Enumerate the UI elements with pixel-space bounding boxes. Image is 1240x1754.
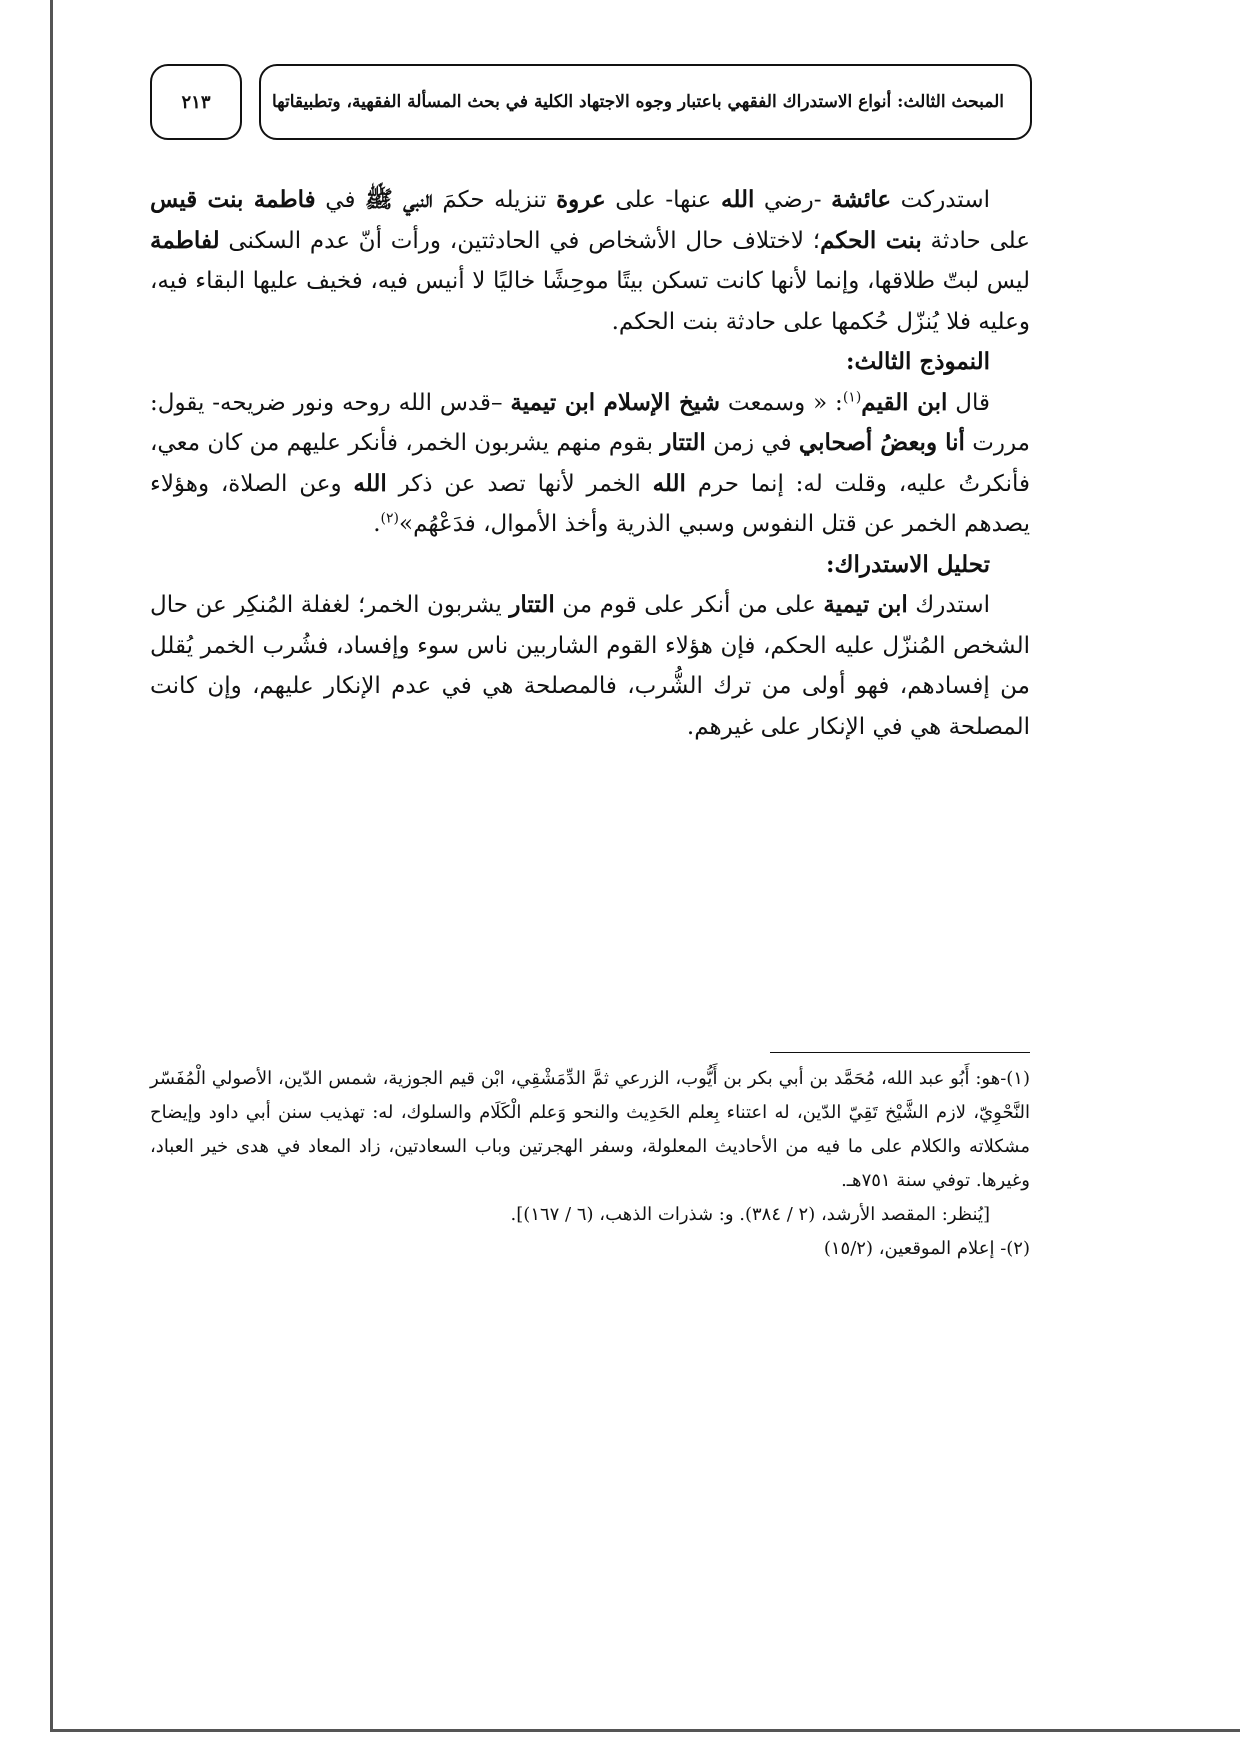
header-title-text: المبحث الثالث: أنواع الاستدراك الفقهي باعتبار وجوه الاجتهاد الكلية في بحث المسألة الفقهية، وتطبيقاتها	[271, 92, 1004, 112]
page-number: ٢١٣	[181, 91, 211, 113]
paragraph-analysis: استدرك ابن تيمية على من أنكر على قوم من التتار يشربون الخمر؛ لغفلة المُنكِر عن حال الشخص المُنزّل عليه الحكم، فإن هؤلاء القوم الشاربين ناس سوء وإفساد، فشُرب الخمر يُقلل من إفسادهم، فهو أولى من ترك الشُّرب، فالمصلحة هي في عدم الإنكار عليهم، وإن كانت المصلحة هي في الإنكار على غيرهم.	[150, 591, 1030, 740]
footnotes	[150, 1062, 1030, 1266]
footnote-ref-1[interactable]: (١)	[842, 388, 862, 405]
footnote-1-source: [يُنظر: المقصد الأرشد، (٢ / ٣٨٤). و: شذرات الذهب، (٦ / ١٦٧)].	[510, 1204, 990, 1225]
main-text	[150, 180, 1030, 747]
footnote-2: (٢)- إعلام الموقعين، (١٥/٢)	[823, 1238, 1030, 1259]
page-number-box	[150, 64, 242, 140]
footnote-1: (١)-هو: أَبُو عبد الله، مُحَمَّد بن أبي بكر بن أَيُّوب، الزرعي ثمَّ الدِّمَشْقِي، ابْن قيم الجوزية، شمس الدّين، الأصولي الْمُفَسّر النَّحْوِيّ، لازم الشَّيْخ تَقِيّ الدّين، له اعتناء بِعلم الحَدِيث والنحو وَعلم الْكَلَام والسلوك، له: تهذيب سنن أبي داود وإيضاح مشكلاته والكلام على ما فيه من الأحاديث المعلولة، وسفر الهجرتين وباب السعادتين، زاد المعاد في هدى خير العباد، وغيرها. توفي سنة ٧٥١هـ.	[150, 1068, 1031, 1191]
running-header-title	[259, 64, 1032, 140]
footnote-ref-2[interactable]: (٢)	[380, 510, 399, 527]
paragraph-ibn-alqayyim-quote: قال ابن القيم$^{(١)}$: « وسمعت شيخ الإسلام ابن تيمية –قدس الله روحه ونور ضريحه- يقول: مررت أنا وبعضُ أصحابي في زمن التتار بقوم منهم يشربون الخمر، فأنكر عليهم من كان معي، فأنكرتُ عليه، وقلت له: إنما حرم الله الخمر لأنها تصد عن ذكر الله وعن الصلاة، وهؤلاء يصدهم الخمر عن قتل النفوس وسبي الذرية وأخذ الأموال، فدَعْهُم»$^{(٢)}$.	[150, 388, 1030, 537]
paragraph-aisha: استدركت عائشة -رضي الله عنها- على عروة تنزيله حكمَ النبي ﷺ في فاطمة بنت قيس على حادثة بنت الحكم؛ لاختلاف حال الأشخاص في الحادثتين، ورأت أنّ عدم السكنى لفاطمة ليس لبتّ طلاقها، وإنما لأنها كانت تسكن بيتًا موحِشًا خاليًا لا أنيس فيه، فخيف عليها البقاء فيه، وعليه فلا يُنزّل حُكمها على حادثة بنت الحكم.	[150, 186, 1030, 335]
footnote-separator	[770, 1052, 1030, 1053]
section-heading-analysis: تحليل الاستدراك:	[826, 550, 990, 578]
section-heading-third-example: النموذج الثالث:	[845, 348, 990, 375]
